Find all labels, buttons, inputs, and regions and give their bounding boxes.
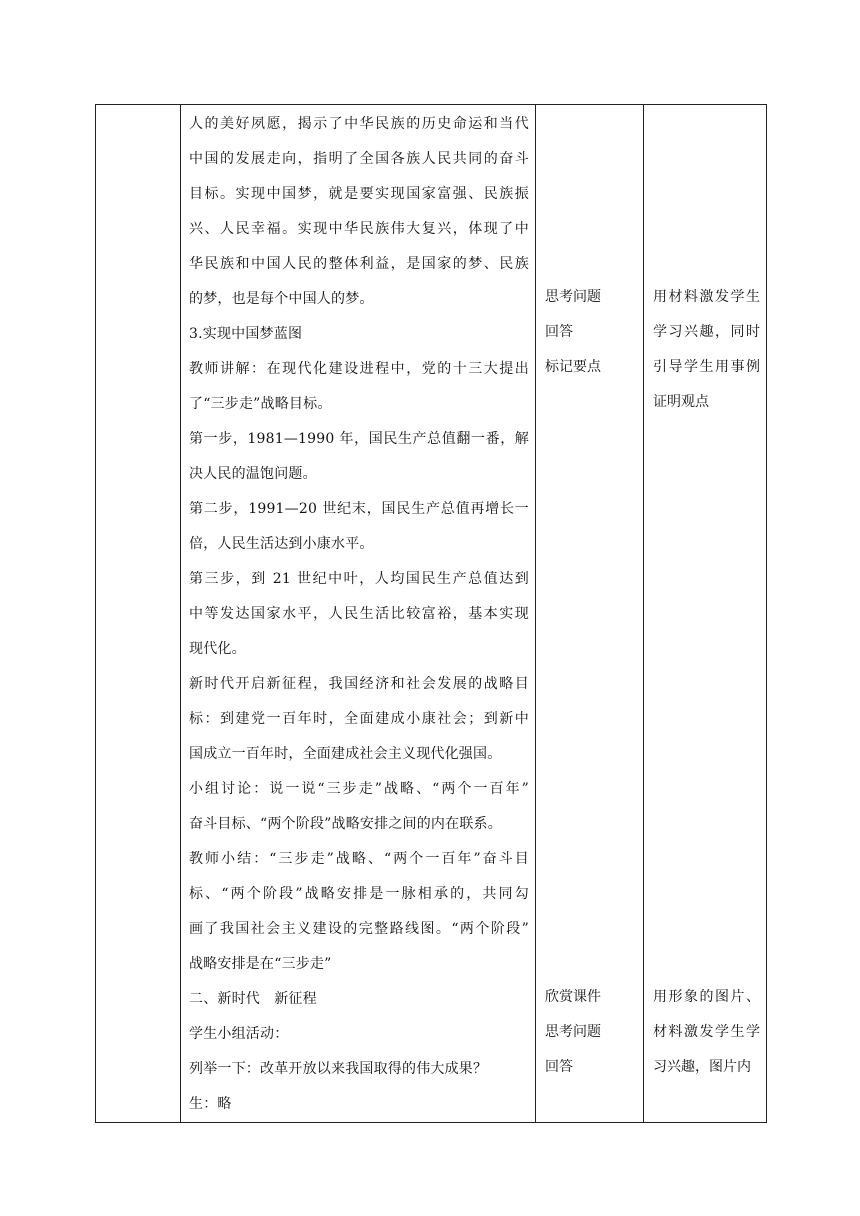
lesson-plan-table <box>95 104 767 1123</box>
teaching-content-line: 奋斗目标、“两个阶段”战略安排之间的内在联系。 <box>189 816 502 832</box>
teaching-content-line: 现代化。 <box>189 641 246 657</box>
teaching-content-line: 教师小结：“三步走”战略、“两个一百年”奋斗目 <box>189 851 529 867</box>
design-intent-block-2 <box>653 980 760 1085</box>
teaching-content-line: 标：到建党一百年时，全面建成小康社会；到新中 <box>189 711 529 727</box>
teaching-content-text <box>181 105 535 1122</box>
teaching-content-line: 画了我国社会主义建设的完整路线图。“两个阶段” <box>189 921 529 937</box>
design-intent-line: 学习兴趣，同时 <box>653 324 760 340</box>
student-activity-line: 思考问题 <box>545 1024 601 1040</box>
teaching-content-line: 人的美好夙愿，揭示了中华民族的历史命运和当代 <box>189 116 529 132</box>
teaching-content-line: 战略安排是在“三步走” <box>189 956 332 972</box>
design-intent-line: 证明观点 <box>653 394 709 410</box>
teaching-content-line: 中国的发展走向，指明了全国各族人民共同的奋斗 <box>189 151 529 167</box>
teaching-content-line: 新时代开启新征程，我国经济和社会发展的战略目 <box>189 676 529 692</box>
design-intent-cell <box>644 105 767 1123</box>
teaching-content-line: 目标。实现中国梦，就是要实现国家富强、民族振 <box>189 186 529 202</box>
section-cell <box>96 105 181 1123</box>
table-row <box>96 105 767 1123</box>
design-intent-line: 用材料激发学生 <box>653 289 760 305</box>
teaching-content-line: 3.实现中国梦蓝图 <box>189 326 303 342</box>
teaching-content-line: 教师讲解：在现代化建设进程中，党的十三大提出 <box>189 361 529 377</box>
teaching-content-line: 第三步，到 21 世纪中叶，人均国民生产总值达到 <box>189 571 529 587</box>
student-activity-block-2 <box>545 980 637 1085</box>
teaching-content-line: 标、“两个阶段”战略安排是一脉相承的，共同勾 <box>189 886 529 902</box>
teaching-content-line: 的梦，也是每个中国人的梦。 <box>189 291 374 307</box>
teaching-content-line: 第一步，1981—1990 年，国民生产总值翻一番，解 <box>189 431 529 447</box>
teaching-content-line: 中等发达国家水平，人民生活比较富裕，基本实现 <box>189 606 529 622</box>
student-activity-line: 标记要点 <box>545 359 601 375</box>
teaching-content-line: 小组讨论：说一说“三步走”战略、“两个一百年” <box>189 781 529 797</box>
teaching-content-line: 倍，人民生活达到小康水平。 <box>189 536 374 552</box>
student-activity-line: 回答 <box>545 324 573 340</box>
design-intent-line: 习兴趣，图片内 <box>653 1059 751 1075</box>
design-intent-line: 引导学生用事例 <box>653 359 760 375</box>
design-intent-line: 材料激发学生学 <box>653 1024 760 1040</box>
student-activity-line: 欣赏课件 <box>545 989 601 1005</box>
teaching-content-line: 学生小组活动： <box>189 1026 289 1042</box>
teaching-content-line: 第二步，1991—20 世纪末，国民生产总值再增长一 <box>189 501 529 517</box>
teaching-content-line: 列举一下：改革开放以来我国取得的伟大成果？ <box>189 1061 488 1077</box>
teaching-content-line: 兴、人民幸福。实现中华民族伟大复兴，体现了中 <box>189 221 529 237</box>
teaching-content-line: 国成立一百年时，全面建成社会主义现代化强国。 <box>189 746 502 762</box>
teaching-content-line: 决人民的温饱问题。 <box>189 466 317 482</box>
design-intent-block-1 <box>653 280 760 420</box>
student-activity-cell <box>536 105 644 1123</box>
student-activity-line: 思考问题 <box>545 289 601 305</box>
teaching-content-line: 生：略 <box>189 1096 232 1112</box>
teaching-content-cell <box>181 105 536 1123</box>
student-activity-block-1 <box>545 280 637 385</box>
design-intent-line: 用形象的图片、 <box>653 989 760 1005</box>
teaching-content-line: 了“三步走”战略目标。 <box>189 396 332 412</box>
teaching-content-line: 二、新时代 新征程 <box>189 991 317 1007</box>
teaching-content-line: 华民族和中国人民的整体利益，是国家的梦、民族 <box>189 256 529 272</box>
student-activity-line: 回答 <box>545 1059 573 1075</box>
